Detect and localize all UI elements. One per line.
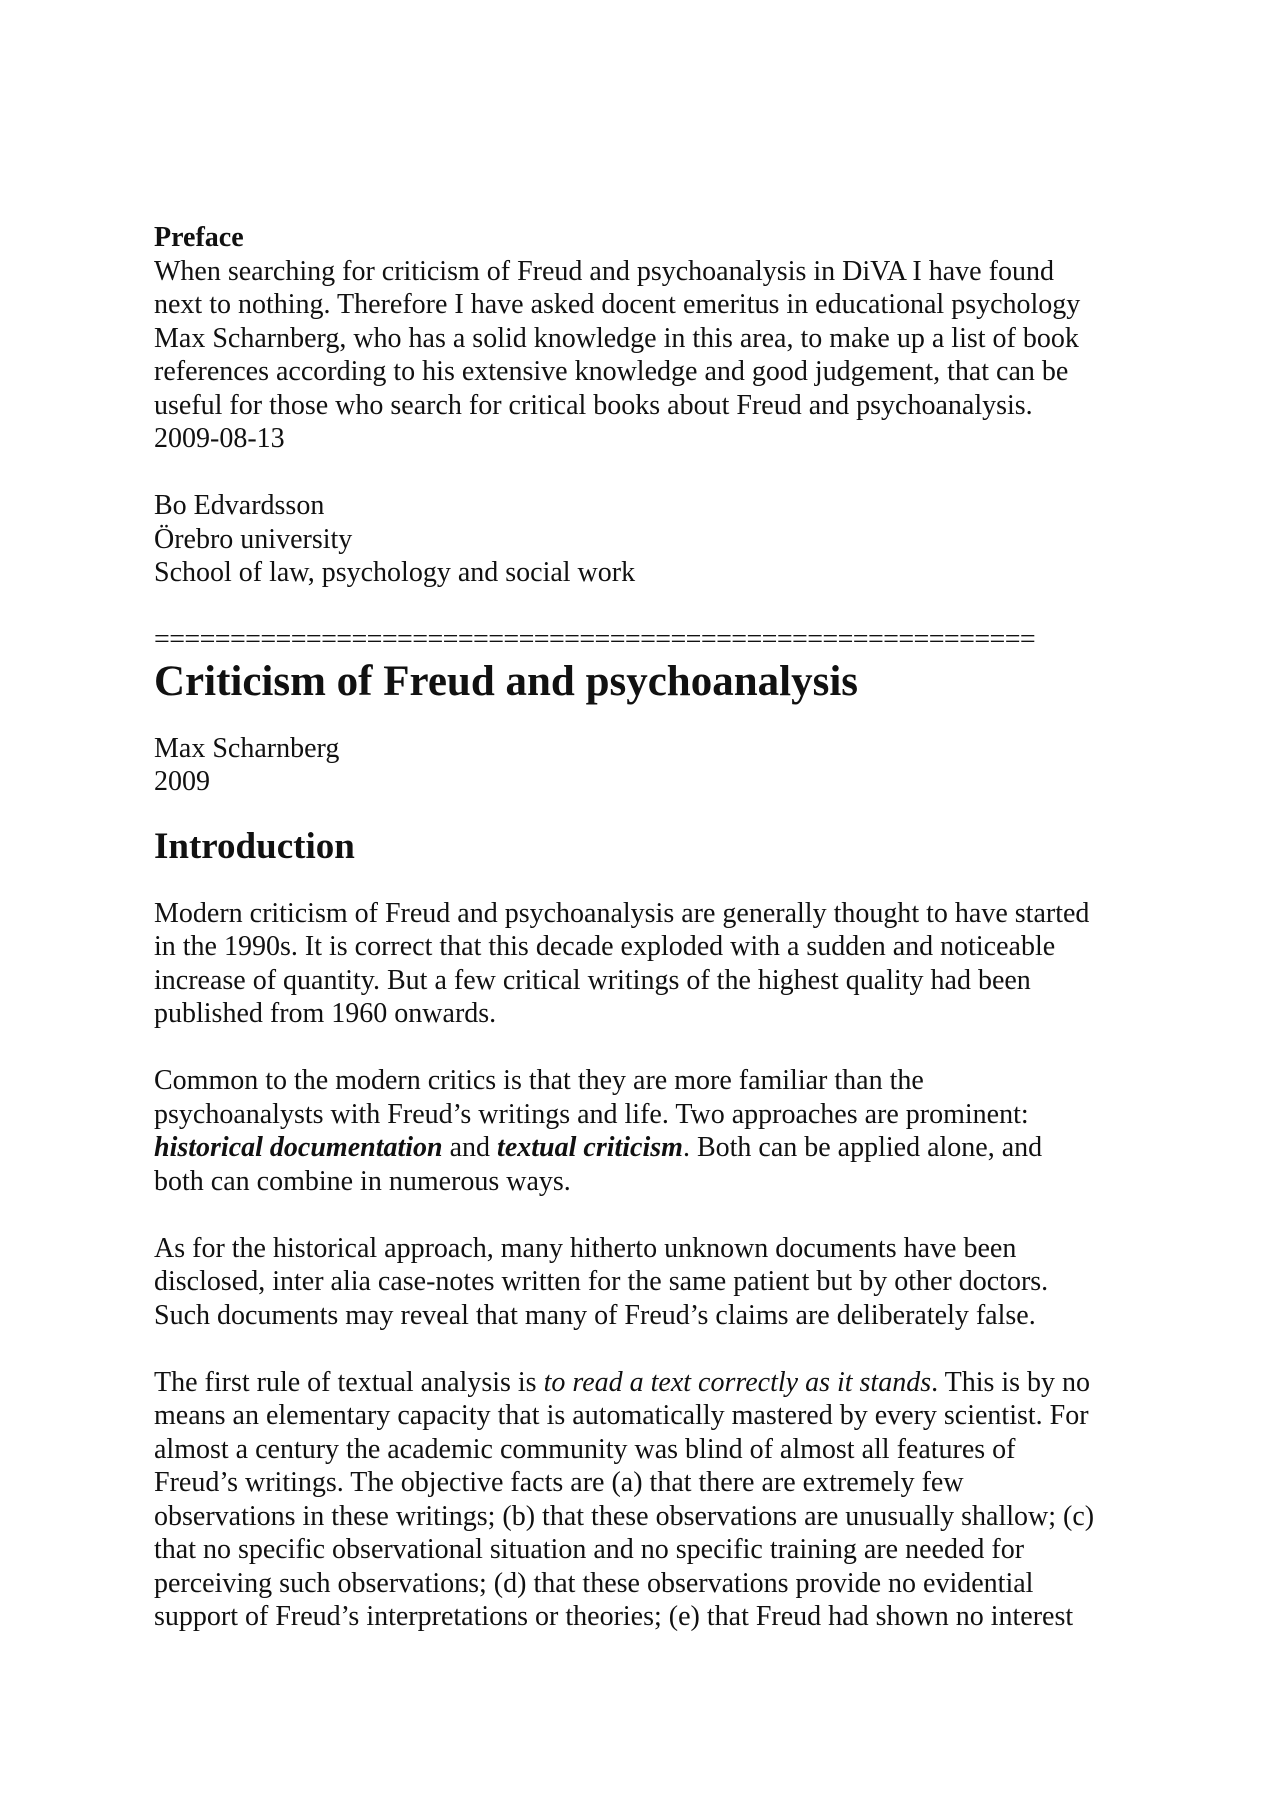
signature-name: Bo Edvardsson (154, 490, 325, 521)
term-historical-documentation: historical documentation (154, 1132, 443, 1163)
paragraph-line: in the 1990s. It is correct that this decade exploded with a sudden and noticeable (154, 931, 1056, 962)
preface-line: When searching for criticism of Freud and psychoanalysis in DiVA I have found (154, 255, 1054, 287)
preface-line: next to nothing. Therefore I have asked docent emeritus in educational psychology (154, 289, 1081, 320)
article-year: 2009 (154, 766, 210, 797)
paragraph-line: almost a century the academic community was blind of almost all features of (154, 1433, 1016, 1465)
signature-school: School of law, psychology and social work (154, 557, 636, 588)
inline-text: The first rule of textual analysis is (154, 1366, 544, 1398)
inline-text: and (442, 1132, 498, 1163)
paragraph-line (154, 1131, 1164, 1165)
paragraph-line (154, 1366, 1164, 1400)
inline-text: . Both can be applied alone, and (682, 1132, 1043, 1163)
intro-paragraph-1 (154, 897, 1164, 1031)
paragraph-line: psychoanalysts with Freud’s writings and life. Two approaches are prominent: (154, 1098, 1029, 1130)
spacer (154, 590, 1164, 624)
term-textual-criticism: textual criticism (497, 1132, 683, 1163)
intro-paragraph-3 (154, 1232, 1164, 1333)
paragraph-line: observations in these writings; (b) that these observations are unusually shallow; (c) (154, 1500, 1095, 1532)
article-author: Max Scharnberg (154, 732, 340, 764)
paragraph-line: Common to the modern critics is that they are more familiar than the (154, 1065, 924, 1096)
paragraph-line: increase of quantity. But a few critical writings of the highest quality had been (154, 964, 1031, 996)
paragraph-line: published from 1960 onwards. (154, 998, 497, 1029)
article-title: Criticism of Freud and psychoanalysis (154, 657, 858, 705)
document-page (154, 221, 1164, 1634)
inline-text: . This is by no (931, 1366, 1091, 1398)
spacer (154, 1332, 1164, 1366)
paragraph-line: that no specific observational situation and no specific training are needed for (154, 1534, 1025, 1565)
spacer (154, 1031, 1164, 1065)
preface-line: Max Scharnberg, who has a solid knowledge in this area, to make up a list of book (154, 322, 1079, 354)
spacer (154, 1198, 1164, 1232)
spacer (154, 456, 1164, 490)
preface-heading: Preface (154, 222, 244, 253)
paragraph-line: disclosed, inter alia case-notes written for the same patient but by other doctors. (154, 1266, 1049, 1297)
paragraph-line: support of Freud’s interpretations or theories; (e) that Freud had shown no interest (154, 1601, 1074, 1632)
paragraph-line: Modern criticism of Freud and psychoanalysis are generally thought to have started (154, 897, 1090, 929)
preface-line: useful for those who search for critical books about Freud and psychoanalysis. (154, 389, 1033, 421)
paragraph-line: means an elementary capacity that is automatically mastered by every scientist. For (154, 1400, 1089, 1431)
paragraph-line: Such documents may reveal that many of Freud’s claims are deliberately false. (154, 1299, 1036, 1331)
preface-section (154, 221, 1164, 590)
signature-university: Örebro university (154, 523, 353, 555)
intro-paragraph-4 (154, 1366, 1164, 1634)
intro-paragraph-2 (154, 1064, 1164, 1198)
emphasis-text: to read a text correctly as it stands (543, 1366, 932, 1398)
separator-line: ========================================================== (154, 624, 1036, 655)
paragraph-line: perceiving such observations; (d) that these observations provide no evidential (154, 1567, 1034, 1599)
paragraph-line: both can combine in numerous ways. (154, 1165, 571, 1197)
paragraph-line: Freud’s writings. The objective facts are (a) that there are extremely few (154, 1467, 964, 1498)
paragraph-line: As for the historical approach, many hitherto unknown documents have been (154, 1232, 1017, 1264)
preface-line: references according to his extensive knowledge and good judgement, that can be (154, 356, 1069, 387)
preface-date: 2009-08-13 (154, 423, 285, 454)
introduction-heading: Introduction (154, 825, 355, 867)
